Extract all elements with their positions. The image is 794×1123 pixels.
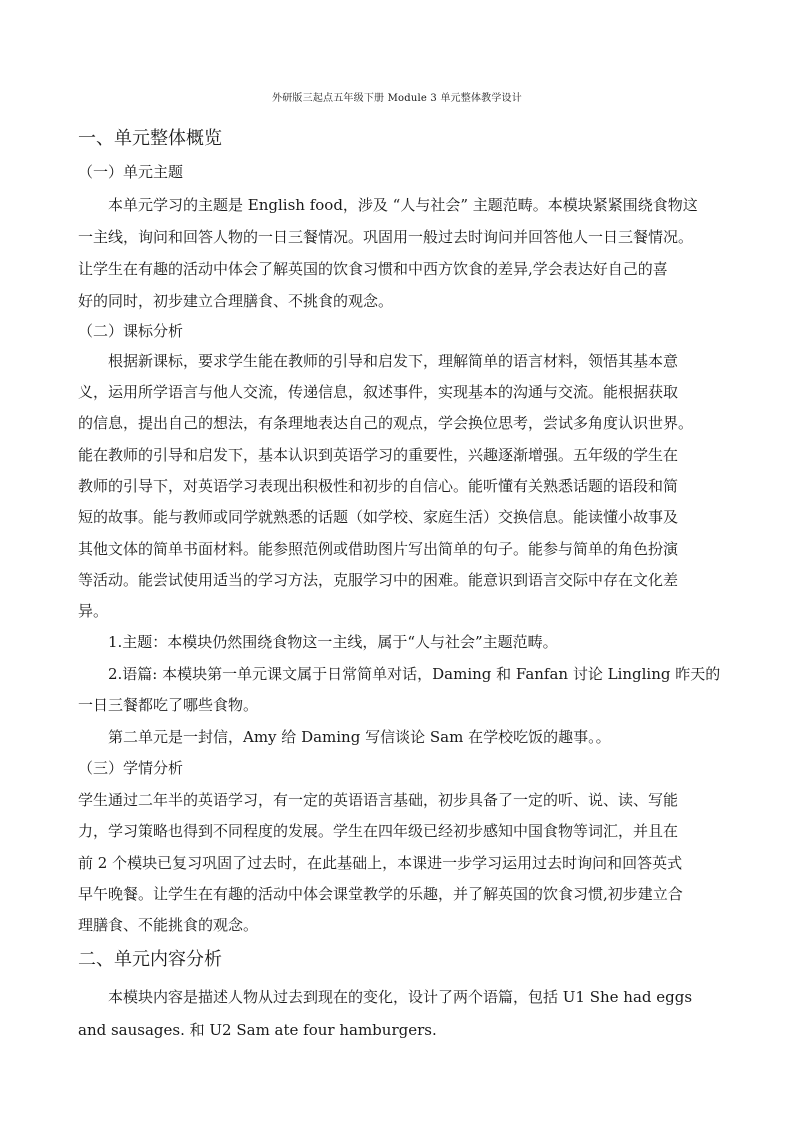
paragraph-line: 短的故事。能与教师或同学就熟悉的话题（如学校、家庭生活）交换信息。能读懂小故事及 xyxy=(78,508,679,526)
paragraph-line: 本模块内容是描述人物从过去到现在的变化，设计了两个语篇，包括 U1 She had eggs xyxy=(108,988,693,1006)
paragraph-line: 其他文体的简单书面材料。能参照范例或借助图片写出简单的句子。能参与简单的角色扮演 xyxy=(78,540,679,558)
paragraph-line: 理膳食、不能挑食的观念。 xyxy=(78,916,259,934)
paragraph-line: 的信息，提出自己的想法，有条理地表达自己的观点，学会换位思考，尝试多角度认识世界。 xyxy=(78,414,694,432)
paragraph-line: 好的同时，初步建立合理膳食、不挑食的观念。 xyxy=(78,292,394,310)
subsection-heading-standards: （二）课标分析 xyxy=(78,322,184,340)
paragraph-line: 力，学习策略也得到不同程度的发展。学生在四年级已经初步感知中国食物等词汇，并且在 xyxy=(78,822,679,840)
subsection-heading-theme: （一）单元主题 xyxy=(78,163,184,181)
section-heading-content-analysis: 二、单元内容分析 xyxy=(78,949,222,970)
paragraph-line: 早午晚餐。让学生在有趣的活动中体会课堂教学的乐趣，并了解英国的饮食习惯,初步建立合 xyxy=(78,885,683,903)
paragraph-line: 教师的引导下，对英语学习表现出积极性和初步的自信心。能听懂有关熟悉话题的语段和简 xyxy=(78,477,679,495)
paragraph-line: 能在教师的引导和启发下，基本认识到英语学习的重要性，兴趣逐渐增强。五年级的学生在 xyxy=(78,446,679,464)
page-title: 外研版三起点五年级下册 Module 3 单元整体教学设计 xyxy=(272,93,522,104)
paragraph-line: 本单元学习的主题是 English food，涉及 “人与社会” 主题范畴。本模块紧紧围绕食物这 xyxy=(108,196,698,214)
subsection-heading-learners: （三）学情分析 xyxy=(78,759,184,777)
paragraph-line: 根据新课标，要求学生能在教师的引导和启发下，理解简单的语言材料，领悟其基本意 xyxy=(108,352,679,370)
list-item-discourse: 2.语篇: 本模块第一单元课文属于日常简单对话，Daming 和 Fanfan 讨论 Lingling 昨天的 xyxy=(108,665,721,683)
paragraph-line: 义，运用所学语言与他人交流，传递信息，叙述事件，实现基本的沟通与交流。能根据获取 xyxy=(78,383,679,401)
paragraph-line: 让学生在有趣的活动中体会了解英国的饮食习惯和中西方饮食的差异,学会表达好自己的喜 xyxy=(78,260,668,278)
paragraph-line: 学生通过二年半的英语学习，有一定的英语语言基础，初步具备了一定的听、说、读、写能 xyxy=(78,791,679,809)
list-item-discourse-cont: 一日三餐都吃了哪些食物。 xyxy=(78,696,259,714)
section-heading-overview: 一、单元整体概览 xyxy=(78,128,222,149)
paragraph-line: 异。 xyxy=(78,602,109,620)
list-item-theme: 1.主题：本模块仍然围绕食物这一主线，属于“人与社会”主题范畴。 xyxy=(108,633,558,651)
paragraph-line: 一主线，询问和回答人物的一日三餐情况。巩固用一般过去时询问并回答他人一日三餐情况。 xyxy=(78,228,694,246)
paragraph-unit2: 第二单元是一封信，Amy 给 Daming 写信谈论 Sam 在学校吃饭的趣事。。 xyxy=(108,728,611,746)
paragraph-line: and sausages. 和 U2 Sam ate four hamburgers. xyxy=(78,1021,437,1039)
paragraph-line: 等活动。能尝试使用适当的学习方法，克服学习中的困难。能意识到语言交际中存在文化差 xyxy=(78,571,679,589)
paragraph-line: 前 2 个模块已复习巩固了过去时，在此基础上，本课进一步学习运用过去时询问和回答英式 xyxy=(78,854,683,872)
